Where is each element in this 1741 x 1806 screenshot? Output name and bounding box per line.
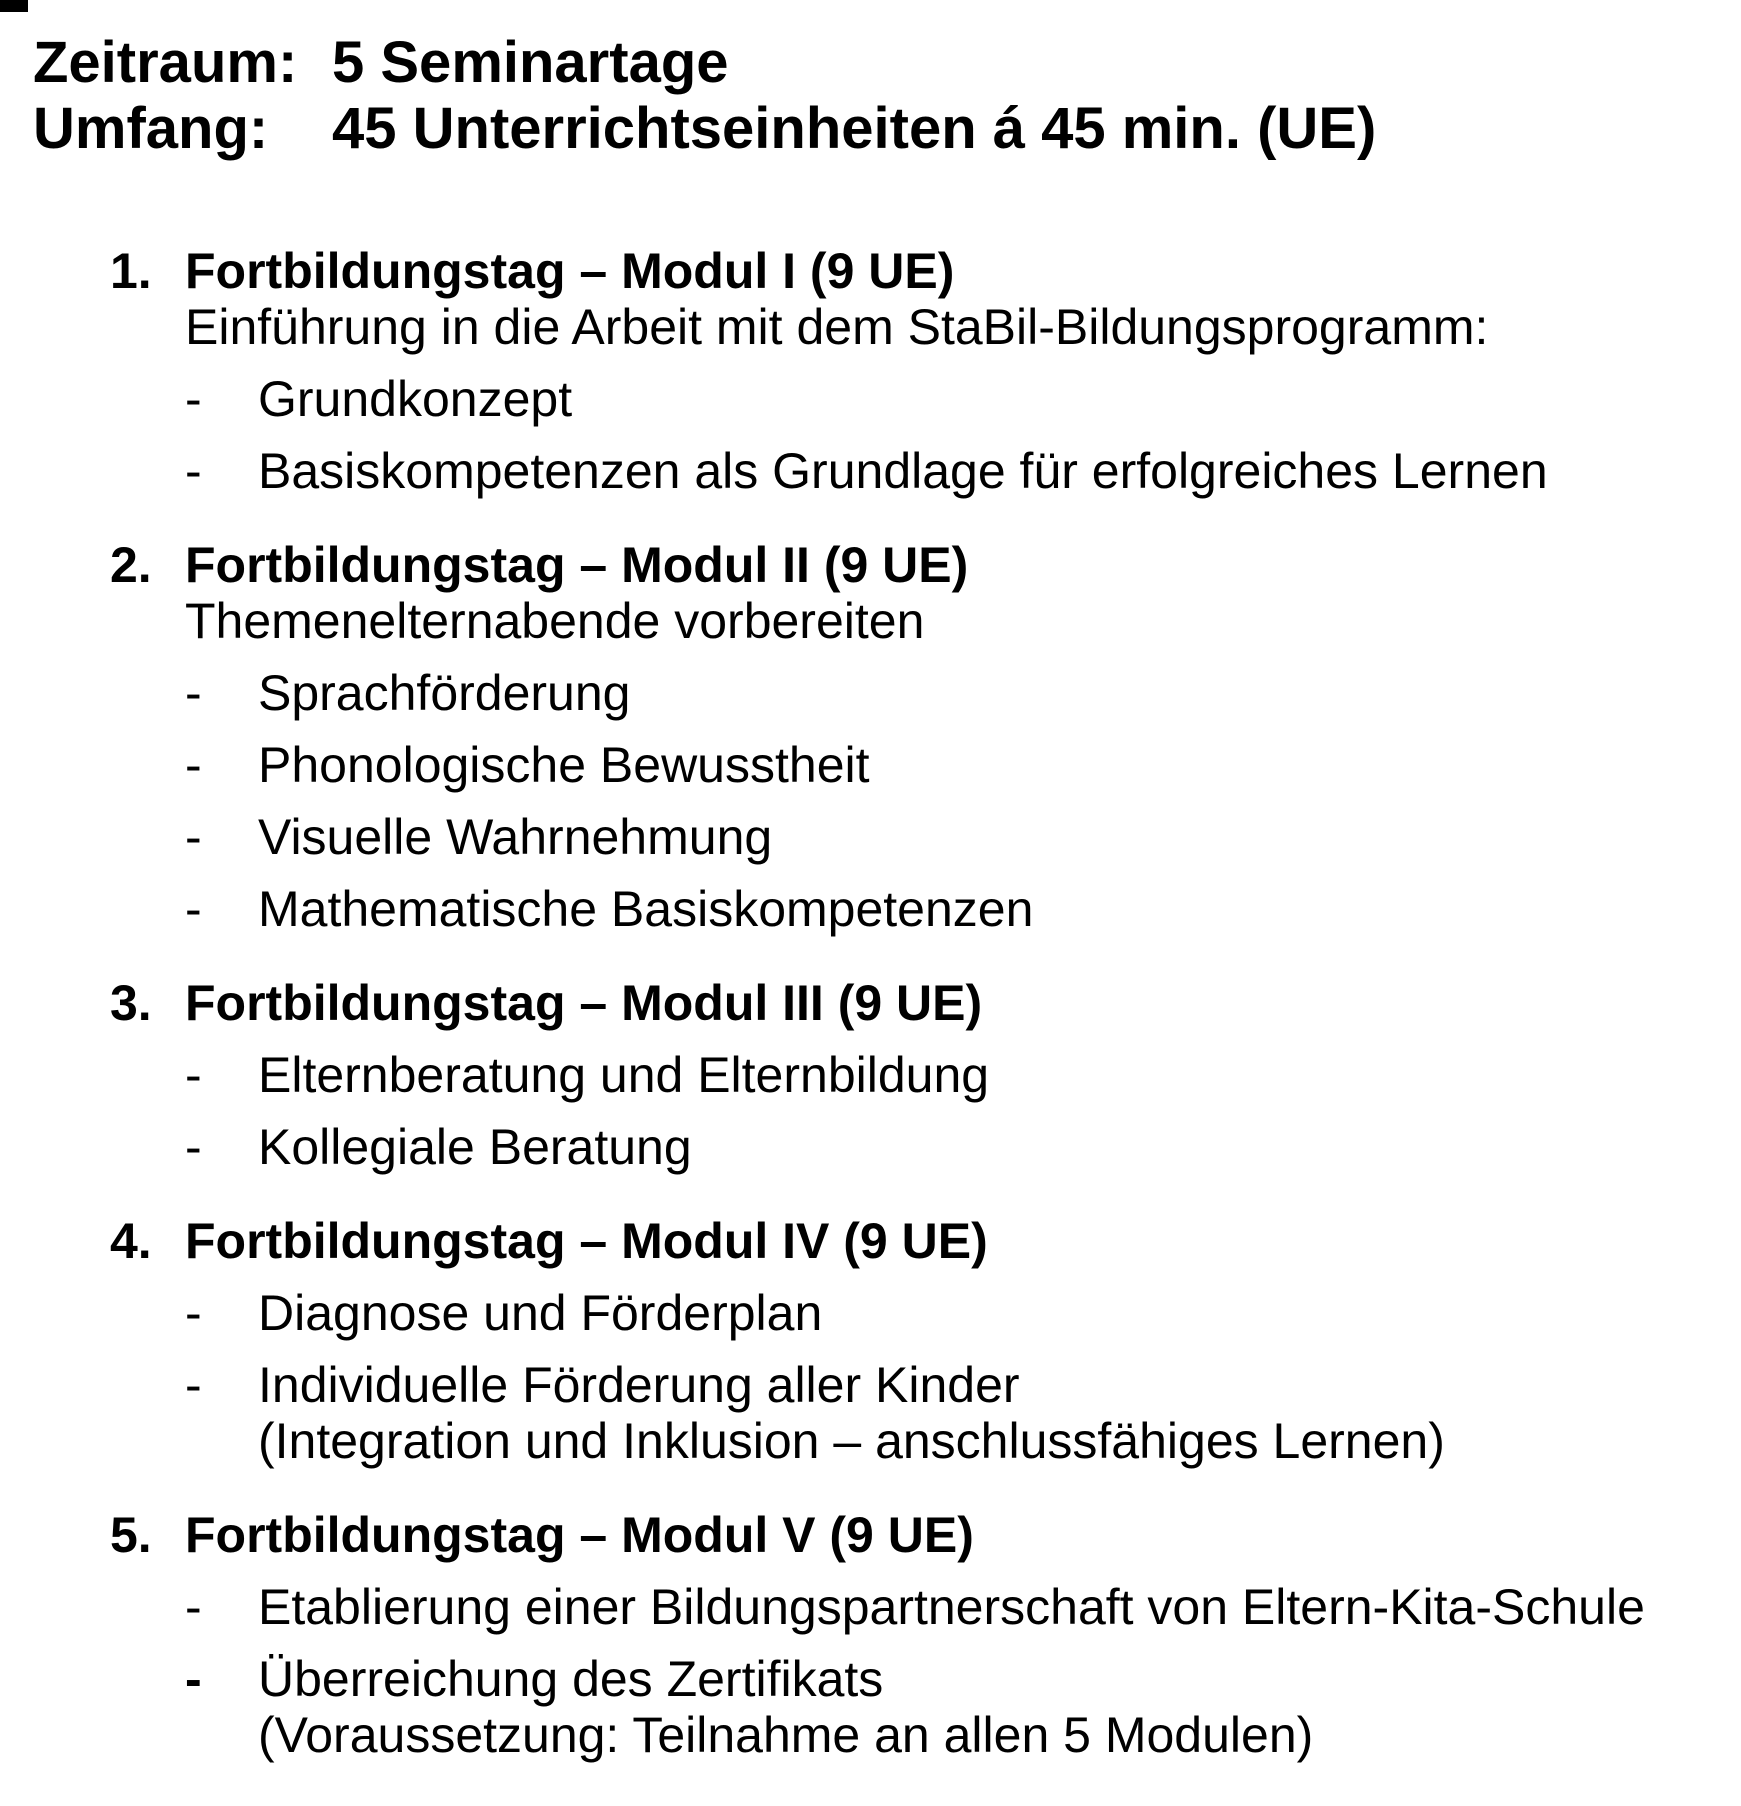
- list-item: [185, 1047, 1741, 1103]
- meta-row-zeitraum: [33, 30, 1741, 96]
- section-modul-3: [110, 975, 1741, 1175]
- list-item: [185, 809, 1741, 865]
- bullet-dash: -: [185, 1285, 202, 1341]
- section-list: [33, 243, 1741, 1763]
- section-heading: [110, 975, 1741, 1031]
- bullet-text: Diagnose und Förderplan: [258, 1285, 823, 1341]
- bullet-continuation: (Integration und Inklusion – anschlussfähiges Lernen): [258, 1413, 1445, 1469]
- section-heading: [110, 537, 1741, 593]
- bullet-text: Basiskompetenzen als Grundlage für erfolgreiches Lernen: [258, 443, 1548, 499]
- section-title: Fortbildungstag – Modul IV (9 UE): [185, 1213, 988, 1269]
- bullet-text-group: [258, 1357, 1445, 1469]
- section-heading: [110, 243, 1741, 299]
- bullet-text: Mathematische Basiskompetenzen: [258, 881, 1034, 937]
- bullet-dash: -: [185, 1047, 202, 1103]
- bullet-dash: -: [185, 1579, 202, 1635]
- section-heading: [110, 1213, 1741, 1269]
- meta-row-umfang: [33, 96, 1741, 162]
- list-item: [185, 1357, 1741, 1469]
- list-item: [185, 1579, 1741, 1635]
- list-item: [185, 665, 1741, 721]
- bullet-text: Etablierung einer Bildungspartnerschaft von Eltern-Kita-Schule: [258, 1579, 1645, 1635]
- section-title: Fortbildungstag – Modul I (9 UE): [185, 243, 955, 299]
- section-number: 2.: [110, 537, 152, 593]
- section-number: 3.: [110, 975, 152, 1031]
- header-meta: [33, 30, 1741, 162]
- bullet-dash: -: [185, 809, 202, 865]
- bullet-text: Visuelle Wahrnehmung: [258, 809, 773, 865]
- list-item: [185, 881, 1741, 937]
- bullet-dash: -: [185, 737, 202, 793]
- meta-label: Zeitraum:: [33, 30, 298, 95]
- bullet-dash: -: [185, 1119, 202, 1175]
- bullet-text: Grundkonzept: [258, 371, 573, 427]
- section-modul-5: [110, 1507, 1741, 1763]
- bullet-dash: -: [185, 1651, 202, 1707]
- section-title: Fortbildungstag – Modul II (9 UE): [185, 537, 969, 593]
- bullet-continuation: (Voraussetzung: Teilnahme an allen 5 Modulen): [258, 1707, 1314, 1763]
- meta-label: Umfang:: [33, 96, 269, 161]
- bullet-text: Kollegiale Beratung: [258, 1119, 692, 1175]
- section-title: Fortbildungstag – Modul V (9 UE): [185, 1507, 974, 1563]
- section-title: Fortbildungstag – Modul III (9 UE): [185, 975, 983, 1031]
- list-item: [185, 371, 1741, 427]
- list-item: [185, 737, 1741, 793]
- section-subtitle: Einführung in die Arbeit mit dem StaBil-Bildungsprogramm:: [185, 299, 1489, 355]
- bullet-text: Elternberatung und Elternbildung: [258, 1047, 990, 1103]
- bullet-text: Überreichung des Zertifikats: [258, 1651, 884, 1707]
- section-number: 1.: [110, 243, 152, 299]
- bullet-text: Phonologische Bewusstheit: [258, 737, 870, 793]
- bullet-text: Sprachförderung: [258, 665, 631, 721]
- section-heading: [110, 1507, 1741, 1563]
- list-item: [185, 1285, 1741, 1341]
- list-item: [185, 1651, 1741, 1763]
- section-subtitle: Themenelternabende vorbereiten: [185, 593, 925, 649]
- list-item: [185, 1119, 1741, 1175]
- bullet-dash: -: [185, 881, 202, 937]
- section-number: 4.: [110, 1213, 152, 1269]
- list-item: [185, 443, 1741, 499]
- bullet-text: Individuelle Förderung aller Kinder: [258, 1357, 1020, 1413]
- bullet-dash: -: [185, 1357, 202, 1413]
- bullet-text-group: [258, 1651, 1313, 1763]
- section-number: 5.: [110, 1507, 152, 1563]
- section-modul-4: [110, 1213, 1741, 1469]
- section-modul-1: [110, 243, 1741, 499]
- meta-value: 5 Seminartage: [332, 30, 729, 95]
- bullet-dash: -: [185, 371, 202, 427]
- meta-value: 45 Unterrichtseinheiten á 45 min. (UE): [332, 96, 1377, 161]
- bullet-dash: -: [185, 443, 202, 499]
- section-modul-2: [110, 537, 1741, 937]
- scan-artifact: [0, 0, 28, 12]
- bullet-dash: -: [185, 665, 202, 721]
